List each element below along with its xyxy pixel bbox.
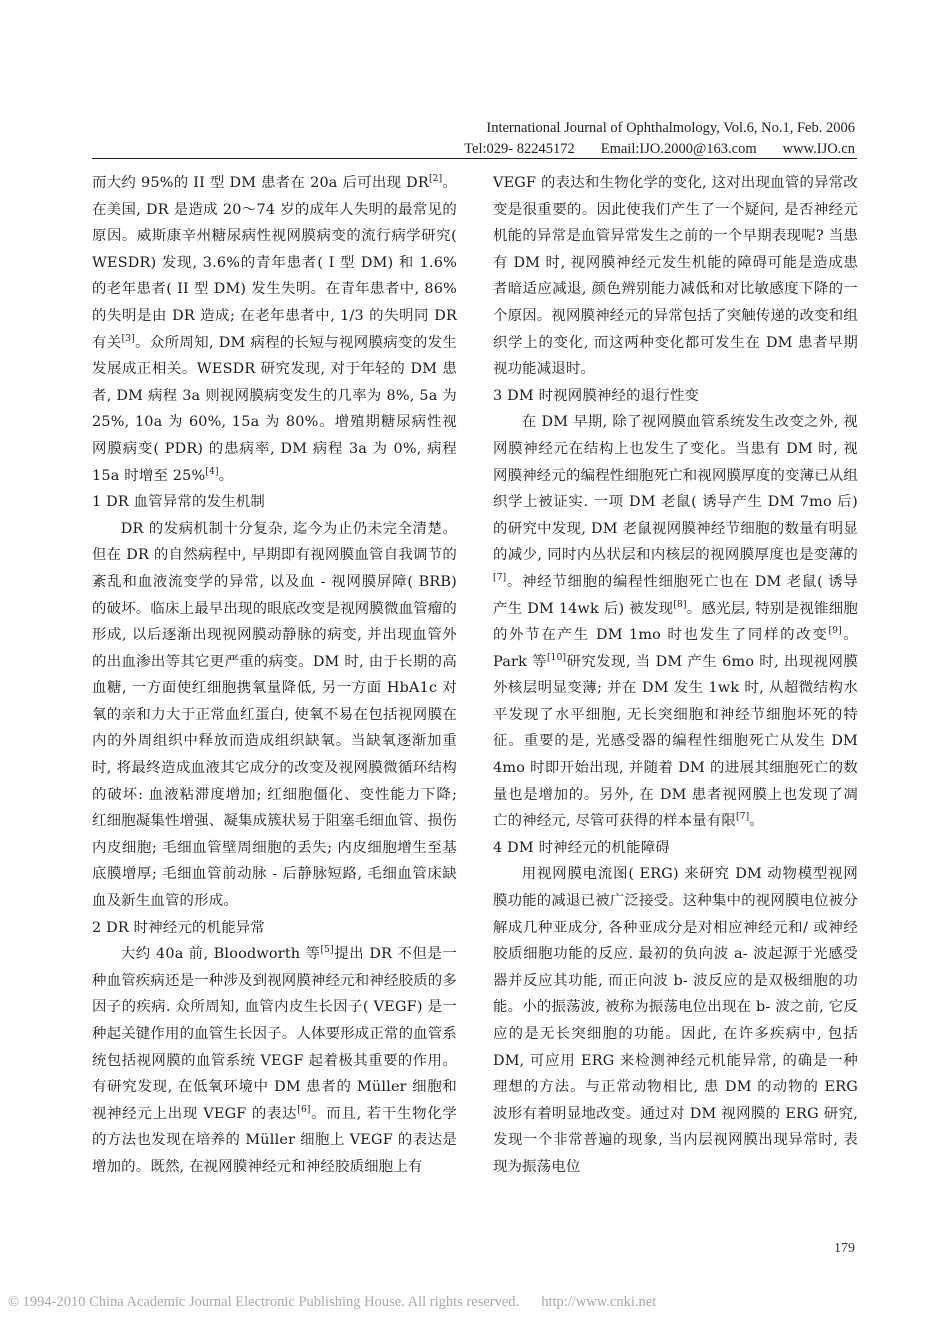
citation-marker: [4] — [205, 466, 219, 477]
paragraph — [493, 170, 858, 383]
body-text: 。Park 等 — [493, 627, 859, 670]
website-url: www.IJO.cn — [782, 141, 855, 157]
paragraph — [493, 861, 858, 1180]
section-heading: 4 DM 时神经元的机能障碍 — [493, 839, 670, 856]
citation-marker: [2] — [428, 174, 443, 185]
telephone: Tel:029- 82245172 — [464, 141, 575, 157]
body-text: 。感光层, 特别是视锥细胞的外节在产生 DM 1mo 时也发生了同样的改变 — [493, 600, 859, 644]
copyright-notice: © 1994-2010 China Academic Journal Electronic Publishing House. All rights reserved. — [8, 1294, 520, 1310]
body-text: 用视网膜电流图( ERG) 来研究 DM 动物模型视网膜功能的减退已被广泛接受。这种集中的视网膜电位被分解成几种亚成分, 各种亚成分是对相应神经元和/ 或神经胶质细胞功能的反应. 最初的负向波 a- 波起源于光感受器并反应其功能, 而正向波 b- 波反应的是双极细胞的功能。小的振荡波, 被称为振荡电位出现在 b- 波之前, 它反应的是无长突细胞的功能。因此, 在许多疾病中, 包括 DM, 可应用 ERG 来检测神经元机能异常, 的确是一种理想的方法。与正常动物相比, 患 DM 的动物的 ERG 波形有着明显地改变。通过对 DM 视网膜的 ERG 研究, 发现一个非常普遍的现象, 当内层视网膜出现异常时, 表现为振荡电位 — [493, 866, 858, 1175]
body-text: DR 的发病机制十分复杂, 迄今为止仍未完全清楚。但在 DR 的自然病程中, 早期即有视网膜血管自我调节的紊乱和血液流变学的异常, 以及血 - 视网膜屏障( BRB) 的破坏。临床上最早出现的眼底改变是视网膜微血管瘤的形成, 以后逐渐出现视网膜动静脉的病变, 并出现血管外的出血渗出等其它更严重的病变。DM 时, 由于长期的高血糖, 一方面使红细胞携氧量降低, 另一方面 HbA1c 对氧的亲和力大于正常血红蛋白, 使氧不易在包括视网膜在内的外周组织中释放而造成组织缺氧。当缺氧逐渐加重时, 将最终造成血液其它成分的改变及视网膜微循环结构的破坏: 血液粘滞度增加; 红细胞僵化、变性能力下降; 红细胞凝集性增强、凝集成簇状易于阻塞毛细血管、损伤内皮细胞; 毛细血管壁周细胞的丢失; 内皮细胞增生至基底膜增厚; 毛细血管前动脉 - 后静脉短路, 毛细血管床缺血及新生血管的形成。 — [92, 520, 457, 910]
body-text: 。 — [218, 467, 234, 484]
contact-line — [435, 139, 855, 160]
body-text: 。在美国, DR 是造成 20～74 岁的成年人失明的最常见的原因。威斯康辛州糖尿病性视网膜病变的流行病学研究( WESDR) 发现, 3.6%的青年患者( I 型 DM) 和 1.6%的老年患者( II 型 DM) 发生失明。在青年患者中, 86%的失明是由 DR 造成; 在老年患者中, 1/3 的失明同 DR 有关 — [92, 175, 457, 351]
citation-marker: [7] — [736, 812, 750, 823]
body-text: 大约 40a 前, Bloodworth 等 — [120, 946, 321, 963]
section-heading: 1 DR 血管异常的发生机制 — [92, 494, 265, 511]
section-heading: 2 DR 时神经元的机能异常 — [92, 919, 265, 936]
paragraph — [92, 941, 457, 1180]
body-text: 研究发现, 当 DM 产生 6mo 时, 出现视网膜外核层明显变薄; 并在 DM 发生 1wk 时, 从超微结构水平发现了水平细胞, 无长突细胞和神经节细胞坏死的特征。重要的是, 光感受器的编程性细胞死亡从发生 DM 4mo 时即开始出现, 并随着 DM 的进展其细胞死亡的数量也是增加的。另外, 在 DM 患者视网膜上也发现了凋亡的神经元, 尽管可获得的样本量有限 — [493, 653, 858, 830]
paragraph — [92, 516, 457, 915]
body-text: 。 — [749, 813, 764, 830]
body-text: 在 DM 早期, 除了视网膜血管系统发生改变之外, 视网膜神经元在结构上也发生了变化。当患有 DM 时, 视网膜神经元的编程性细胞死亡和视网膜厚度的变薄已从组织学上被证实. 一项 DM 老鼠( 诱导产生 DM 7mo 后) 的研究中发现, DM 老鼠视网膜神经节细胞的数量有明显的减少, 同时内丛状层和内核层的视网膜厚度也是变薄的 — [493, 414, 858, 564]
citation-marker: [10] — [546, 652, 567, 663]
footer-url[interactable]: http://www.cnki.net — [541, 1294, 657, 1310]
header-rule — [92, 158, 857, 159]
body-text: VEGF 的表达和生物化学的变化, 这对出现血管的异常改变是很重要的。因此使我们产生了一个疑问, 是否神经元机能的异常是血管异常发生之前的一个早期表现呢? 当患有 DM 时, 视网膜神经元发生机能的障碍可能是造成患者暗适应减退, 颜色辨别能力减低和对比敏感度下降的一个原因。视网膜神经元的异常包括了突触传递的改变和组织学上的变化, 而这两种变化都可发生在 DM 患者早期视功能减退时。 — [493, 175, 858, 378]
running-header — [435, 118, 855, 160]
left-column — [92, 170, 457, 1181]
citation-marker: [7] — [493, 573, 507, 584]
page-footer — [8, 1294, 942, 1311]
citation-marker: [8] — [673, 599, 687, 610]
citation-marker: [6] — [297, 1104, 311, 1115]
right-column — [493, 170, 858, 1181]
page-number: 179 — [834, 1241, 855, 1256]
email-address: Email:IJO.2000@163.com — [600, 141, 757, 157]
paragraph — [493, 409, 858, 835]
citation-marker: [5] — [320, 945, 334, 956]
body-text: 而大约 95%的 II 型 DM 患者在 20a 后可出现 DR — [92, 175, 429, 191]
paragraph — [92, 170, 457, 489]
journal-citation: International Journal of Ophthalmology, Vol.6, No.1, Feb. 2006 — [486, 120, 855, 136]
citation-marker: [3] — [121, 333, 135, 344]
body-text: 提出 DR 不但是一种血管疾病还是一种涉及到视网膜神经元和神经胶质的多因子的疾病. 众所周知, 血管内皮生长因子( VEGF) 是一种起关键作用的血管生长因子。人体要形成正常的血管系统包括视网膜的血管系统 VEGF 起着极其重要的作用。有研究发现, 在低氧环境中 DM 患者的 Müller 细胞和视神经元上出现 VEGF 的表达 — [92, 946, 457, 1122]
body-text: 。而且, 若干生物化学的方法也发现在培养的 Müller 细胞上 VEGF 的表达是增加的。既然, 在视网膜神经元和神经胶质细胞上有 — [92, 1105, 457, 1175]
body-text: 。众所周知, DM 病程的长短与视网膜病变的发生发展成正相关。WESDR 研究发现, 对于年轻的 DM 患者, DM 病程 3a 则视网膜病变发生的几率为 8%, 5a 为 25%, 10a 为 60%, 15a 为 80%。增殖期糖尿病性视网膜病变( PDR) 的患病率, DM 病程 3a 为 0%, 病程 15a 时增至 25% — [92, 334, 457, 484]
citation-marker: [9] — [828, 626, 842, 637]
body-text: 。神经节细胞的编程性细胞死亡也在 DM 老鼠( 诱导产生 DM 14wk 后) 被发现 — [493, 573, 858, 617]
section-heading: 3 DM 时视网膜神经的退行性变 — [493, 387, 700, 404]
